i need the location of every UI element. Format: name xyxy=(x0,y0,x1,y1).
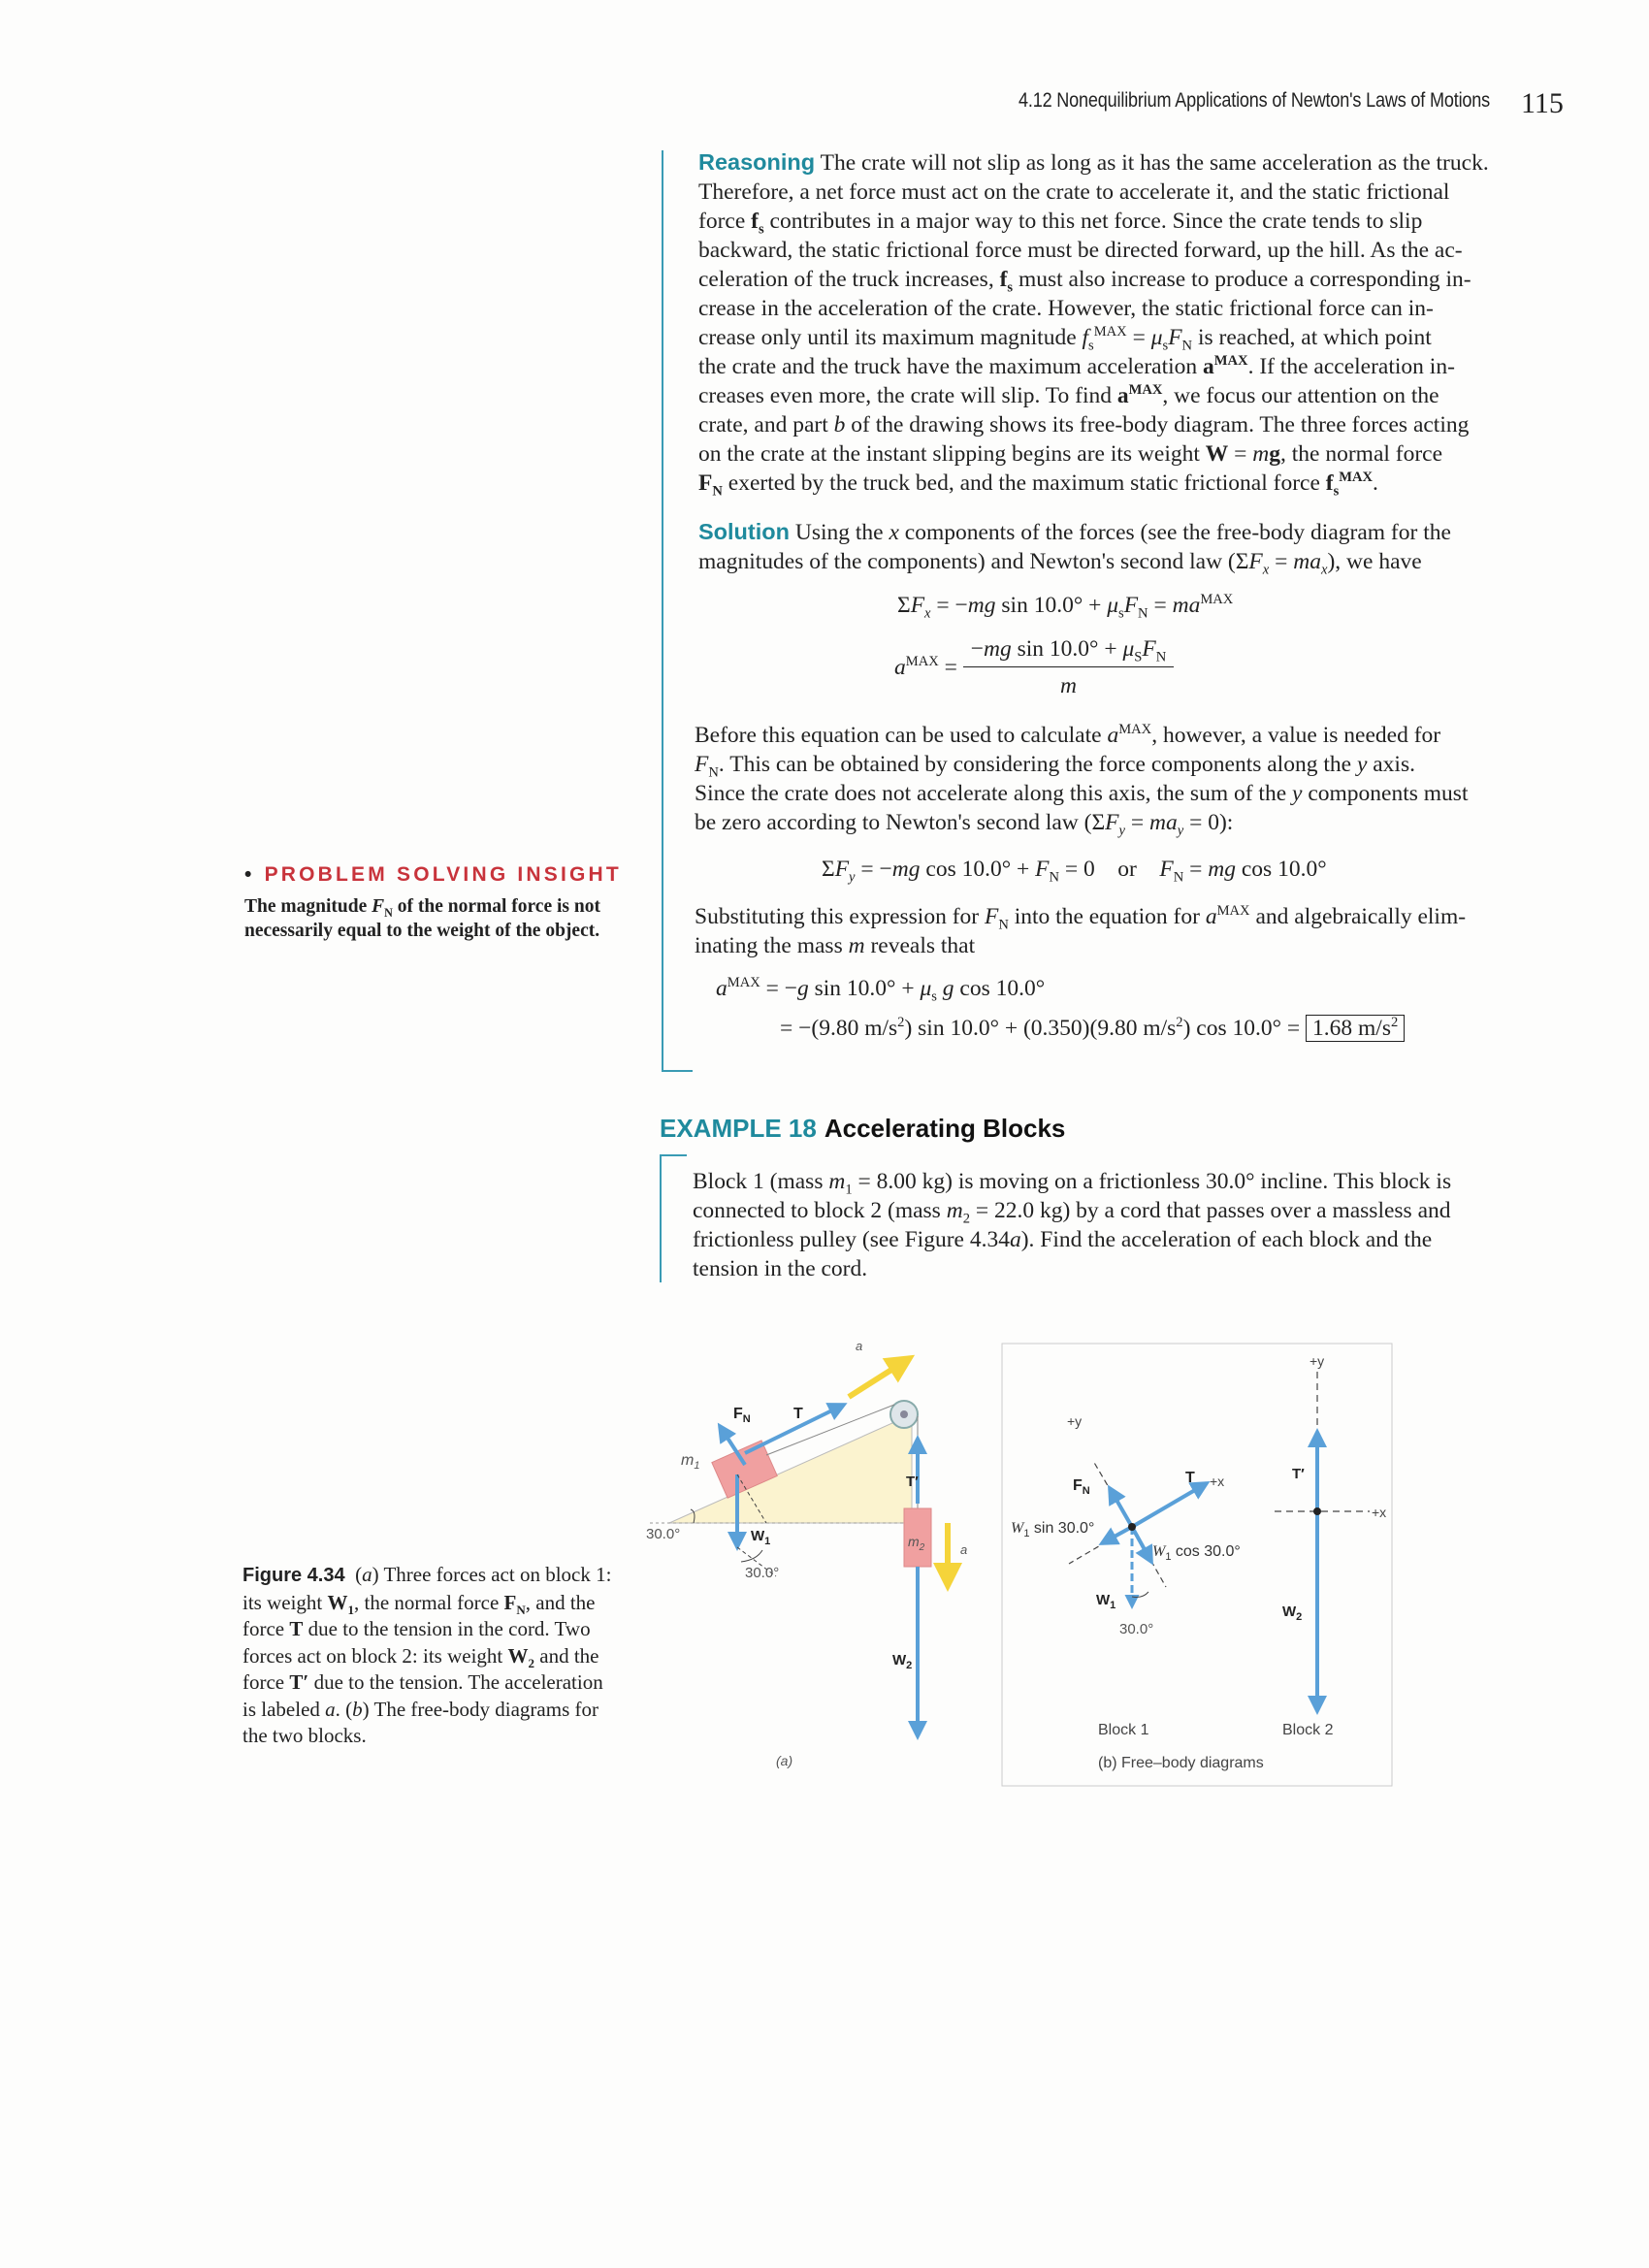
equation-a-max-result-2: = −(9.80 $m/s^2$) sin 10.0° + (0.350)(9.80 $m/s^2$) cos 10.0° = 1.68 $m/s^2$ xyxy=(780,1016,1405,1042)
svg-text:m2: $m_2$ xyxy=(908,1534,925,1553)
solution-paragraph-2: Before this equation can be used to calculate $a^{MAX}$, however, a value is needed for $F_N$. This can be obtained by considering the force components along the y axis. Since the crate does not accelerate along this axis, the sum of the y components must be zero according to Newton's second law $(\Sigma F_y = ma_y = 0)$: xyxy=(695,722,1469,839)
solution-paragraph: Solution Using the x components of the forces (see the free-body diagram for the magnitudes of the components) and Newton's second law $(\Sigma F_x = ma_x)$, we have xyxy=(698,519,1451,578)
reasoning-paragraph: Reasoning The crate will not slip as long as it has the same acceleration as the truck. Therefore, a net force must act on the crate to accelerate it, and the static frictional force $f_s$ contributes in a major way to this net force. Since the crate tends to slip backward, the static frictional force must be directed forward, up the hill. As the ac- celeration of the truck increases, $f_s$ must also increase to produce a corresponding in- crease in the acceleration of the crate. However, the static frictional force can in- crease only until its maximum magnitude $f_s^{MAX} = \mu_sF_N$ is reached, at which point the crate and the truck have the maximum acceleration $a^{MAX}$. If the acceleration in- creases even more, the crate will slip. To find $a^{MAX}$, we focus our attention on the crate, and part b of the drawing shows its free-body diagram. The three forces acting on the crate at the instant slipping begins are its weight W = mg, the normal force $F_N$ exerted by the truck bed, and the maximum static frictional force $f_s^{MAX}$. xyxy=(698,149,1489,500)
svg-text:a: a xyxy=(856,1339,863,1353)
svg-text:30.0°: 30.0° xyxy=(745,1565,780,1581)
insight-text: The magnitude $F_N$ of the normal force is not necessarily equal to the weight of the object. xyxy=(244,896,600,941)
svg-text:+x: +x xyxy=(1372,1505,1387,1520)
example-problem: Block 1 (mass $m_1 = 8.00$ kg) is moving on a frictionless 30.0° incline. This block is connected to block 2 (mass $m_2 = 22.0$ kg) by a cord that passes over a massless and frictionless pulley (see Figure 4.34a). Find the acceleration of each block and the tension in the cord. xyxy=(693,1169,1452,1281)
svg-text:30.0°: 30.0° xyxy=(646,1526,681,1542)
reasoning-label: Reasoning xyxy=(698,149,816,175)
svg-text:W1: $W_1$ xyxy=(1096,1592,1116,1611)
svg-text:T′: T′ xyxy=(1292,1466,1305,1482)
figure-label: Figure 4.34 xyxy=(242,1565,345,1586)
svg-text:W2: $W_2$ xyxy=(892,1652,913,1671)
svg-text:(a): (a) xyxy=(776,1753,793,1768)
svg-text:T: T xyxy=(793,1406,803,1422)
svg-text:(b) Free–body diagrams: (b) Free–body diagrams xyxy=(1098,1755,1264,1771)
example-heading xyxy=(660,1114,1065,1144)
equation-sum-fy: $\Sigma F_y = -mg$ $\cos 10.0^\circ + F_N = 0$ or $F_N$ = mg cos 10.0° xyxy=(822,857,1327,886)
svg-text:FN: $F_N$ xyxy=(733,1406,751,1425)
equation-sum-fx: $\Sigma F_x = -mg$ $\sin 10.0^\circ + \mu_sF_N = ma^{MAX}$ xyxy=(897,592,1234,622)
solution-label: Solution xyxy=(698,519,790,544)
svg-text:W2: $W_2$ xyxy=(1282,1604,1303,1623)
example-number: EXAMPLE 18 xyxy=(660,1114,817,1143)
svg-text:m1: $m_1$ xyxy=(681,1452,700,1472)
accel-arrow-1 xyxy=(849,1358,910,1397)
example-bracket xyxy=(660,1154,687,1282)
svg-text:a: a xyxy=(960,1542,968,1557)
page-number: 115 xyxy=(1521,87,1564,119)
svg-text:T: T xyxy=(1185,1470,1195,1486)
equation-a-max-result-1: $a^{MAX} = -g$ $\sin 10.0^\circ + \mu_s$ g cos 10.0° xyxy=(716,975,1046,1005)
insight-heading: • PROBLEM SOLVING INSIGHT xyxy=(244,863,622,886)
example-title: Accelerating Blocks xyxy=(824,1114,1066,1143)
figure-a-diagram xyxy=(640,1329,1009,1795)
svg-text:+x: +x xyxy=(1210,1474,1225,1489)
solution-paragraph-3: Substituting this expression for $F_N$ into the equation for $a^{MAX}$ and algebraically elim- inating the mass m reveals that xyxy=(695,903,1467,958)
svg-text:Block 1: Block 1 xyxy=(1098,1722,1149,1738)
svg-text:W1: $W_1$ xyxy=(751,1528,771,1547)
svg-text:30.0°: 30.0° xyxy=(1119,1621,1154,1637)
svg-text:W1 sin 30.0°: $W_1$ sin 30.0° xyxy=(1011,1520,1095,1539)
running-header: 4.12 Nonequilibrium Applications of Newton's Laws of Motions xyxy=(1018,89,1491,112)
svg-text:+y: +y xyxy=(1310,1353,1325,1369)
figure-b-free-body-diagrams xyxy=(1001,1343,1394,1789)
equation-a-max: $a^{MAX}$ = $\frac{-mg \sin 10.0^\circ + \mu_SF_N}{m}$ xyxy=(894,636,1174,699)
svg-text:FN: $F_N$ xyxy=(1073,1477,1090,1497)
svg-text:+y: +y xyxy=(1067,1413,1083,1429)
solution-bracket xyxy=(662,150,693,1072)
answer-box: 1.68 $m/s^2$ xyxy=(1306,1015,1405,1042)
svg-text:T′: T′ xyxy=(906,1474,919,1490)
figure-caption: Figure 4.34 (a) Three forces act on block 1: its weight $W_1$, the normal force $F_N$, and the force T due to the tension in the cord. Two forces act on block 2: its weight $W_2$ and the force T′ due to the tension. The acceleration is labeled a. (b) The free-body diagrams for the two blocks. xyxy=(242,1563,612,1747)
svg-text:W1 cos 30.0°: $W_1$ cos 30.0° xyxy=(1152,1543,1241,1563)
svg-text:Block 2: Block 2 xyxy=(1282,1722,1334,1738)
